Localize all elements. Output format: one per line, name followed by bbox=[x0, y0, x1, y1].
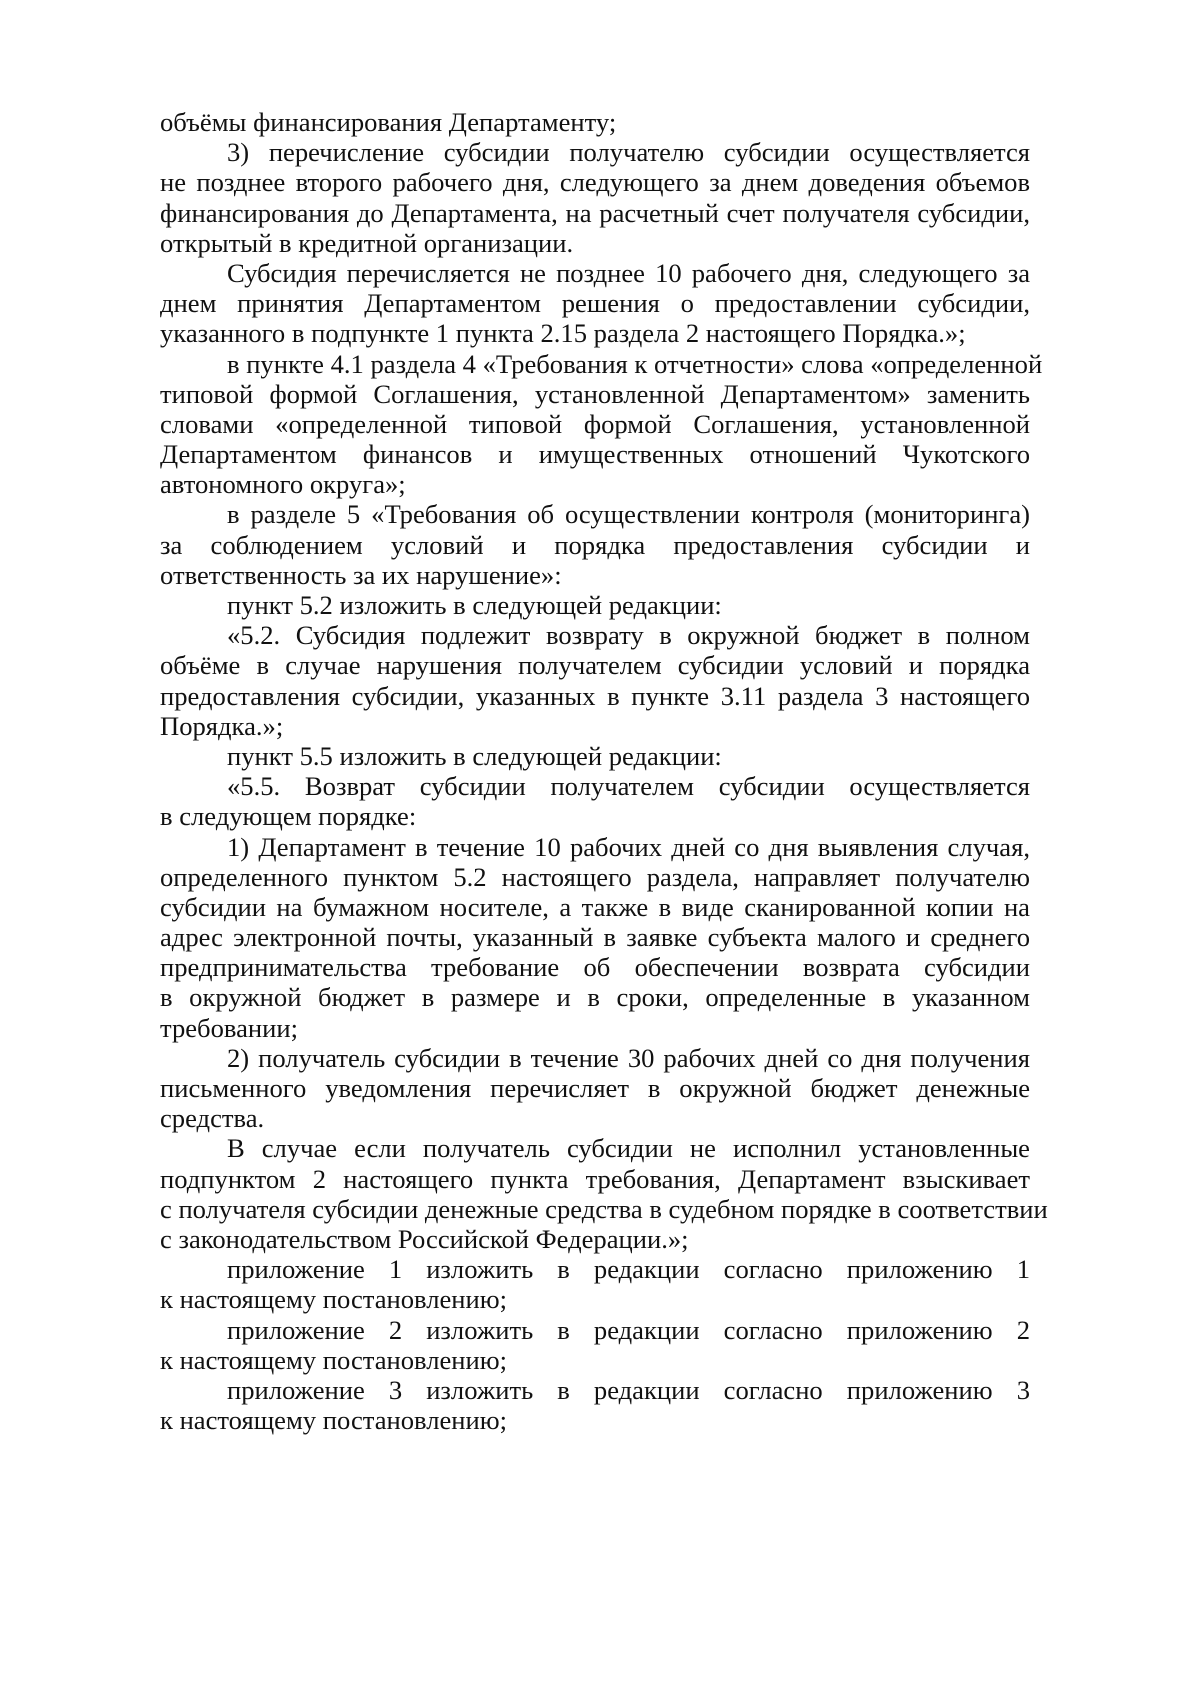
text-line: за соблюдением условий и порядка предоставления субсидии и bbox=[160, 529, 1030, 560]
paragraph bbox=[160, 137, 1030, 258]
text-line: пункт 5.2 изложить в следующей редакции: bbox=[227, 590, 722, 620]
text-line: письменного уведомления перечисляет в окружной бюджет денежные bbox=[160, 1073, 1030, 1103]
paragraph bbox=[160, 832, 1030, 1043]
text-line: предоставления субсидии, указанных в пункте 3.11 раздела 3 настоящего bbox=[160, 680, 1030, 711]
text-line: приложение 1 изложить в редакции согласно приложению 1 bbox=[227, 1254, 1030, 1285]
text-line: типовой формой Соглашения, установленной Департаментом» заменить bbox=[160, 378, 1030, 409]
text-line: «5.5. Возврат субсидии получателем субсидии осуществляется bbox=[227, 771, 1030, 802]
text-line: словами «определенной типовой формой Соглашения, установленной bbox=[160, 408, 1030, 439]
text-line: адрес электронной почты, указанный в заявке субъекта малого и среднего bbox=[160, 922, 1030, 953]
text-line: 1) Департамент в течение 10 рабочих дней со дня выявления случая, bbox=[227, 831, 1030, 862]
text-line: 2) получатель субсидии в течение 30 рабочих дней со дня получения bbox=[227, 1042, 1030, 1073]
text-line: «5.2. Субсидия подлежит возврату в окружной бюджет в полном bbox=[227, 620, 1030, 651]
paragraph bbox=[160, 1133, 1048, 1254]
text-line: ответственность за их нарушение»: bbox=[160, 559, 562, 590]
paragraph bbox=[160, 741, 1030, 771]
text-line: в разделе 5 «Требования об осуществлении контроля (мониторинга) bbox=[227, 499, 1030, 530]
text-line: средства. bbox=[160, 1103, 265, 1134]
text-line: пункт 5.5 изложить в следующей редакции: bbox=[227, 740, 722, 771]
paragraph bbox=[160, 107, 1030, 137]
text-line: объёмы финансирования Департаменту; bbox=[160, 107, 617, 137]
text-line: открытый в кредитной организации. bbox=[160, 227, 574, 258]
text-line: Порядка.»; bbox=[160, 710, 284, 741]
text-line: Субсидия перечисляется не позднее 10 рабочего дня, следующего за bbox=[227, 257, 1030, 288]
text-line: в окружной бюджет в размере и в сроки, определенные в указанном bbox=[160, 982, 1030, 1013]
text-line: определенного пунктом 5.2 настоящего раздела, направляет получателю bbox=[160, 861, 1030, 892]
text-line: приложение 3 изложить в редакции согласно приложению 3 bbox=[227, 1374, 1030, 1405]
paragraph bbox=[160, 620, 1030, 741]
text-line: подпунктом 2 настоящего пункта требования, Департамент взыскивает bbox=[160, 1163, 1030, 1194]
text-line: финансирования до Департамента, на расчетный счет получателя субсидии, bbox=[160, 197, 1030, 228]
text-line: в пункте 4.1 раздела 4 «Требования к отчетности» слова «определенной bbox=[227, 348, 1043, 379]
document-body bbox=[160, 107, 1048, 1436]
text-line: предпринимательства требование об обеспечении возврата субсидии bbox=[160, 952, 1030, 983]
text-line: к настоящему постановлению; bbox=[160, 1344, 508, 1375]
text-line: субсидии на бумажном носителе, а также в виде сканированной копии на bbox=[160, 891, 1030, 922]
text-line: в следующем порядке: bbox=[160, 801, 417, 832]
text-line: объёме в случае нарушения получателем субсидии условий и порядка bbox=[160, 650, 1030, 681]
text-line: с получателя субсидии денежные средства в судебном порядке в соответствии bbox=[160, 1193, 1048, 1224]
text-line: автономного округа»; bbox=[160, 469, 406, 500]
text-line: с законодательством Российской Федерации.»; bbox=[160, 1223, 689, 1254]
paragraph bbox=[160, 348, 1043, 500]
paragraph bbox=[160, 771, 1030, 831]
paragraph bbox=[160, 590, 1030, 620]
paragraph bbox=[160, 1375, 1030, 1435]
text-line: указанного в подпункте 1 пункта 2.15 раздела 2 настоящего Порядка.»; bbox=[160, 318, 966, 349]
text-line: к настоящему постановлению; bbox=[160, 1405, 508, 1436]
text-line: к настоящему постановлению; bbox=[160, 1284, 508, 1315]
paragraph bbox=[160, 258, 1030, 349]
text-line: 3) перечисление субсидии получателю субсидии осуществляется bbox=[227, 137, 1030, 168]
text-line: днем принятия Департаментом решения о предоставлении субсидии, bbox=[160, 288, 1030, 319]
text-line: требовании; bbox=[160, 1012, 298, 1043]
paragraph bbox=[160, 499, 1030, 590]
text-line: В случае если получатель субсидии не исполнил установленные bbox=[227, 1133, 1030, 1164]
paragraph bbox=[160, 1043, 1030, 1134]
text-line: не позднее второго рабочего дня, следующего за днем доведения объемов bbox=[160, 167, 1030, 198]
text-line: приложение 2 изложить в редакции согласно приложению 2 bbox=[227, 1314, 1030, 1345]
paragraph bbox=[160, 1254, 1030, 1314]
paragraph bbox=[160, 1315, 1030, 1375]
text-line: Департаментом финансов и имущественных отношений Чукотского bbox=[160, 439, 1030, 470]
